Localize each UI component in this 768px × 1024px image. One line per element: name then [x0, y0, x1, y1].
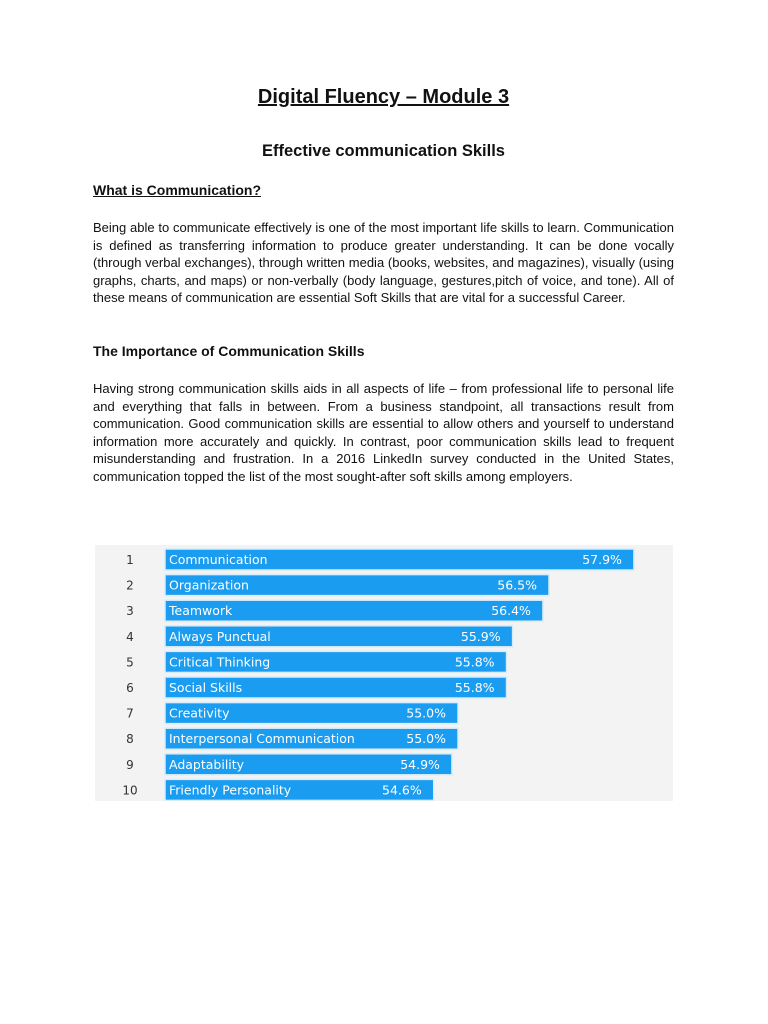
document-subtitle: Effective communication Skills [262, 142, 505, 160]
soft-skills-chart [95, 545, 673, 801]
chart-value-label: 55.0% [406, 705, 446, 721]
chart-rank-label: 1 [126, 553, 134, 567]
chart-value-label: 55.0% [406, 731, 446, 747]
chart-category-label: Creativity [169, 705, 230, 721]
chart-category-label: Organization [169, 577, 249, 593]
chart-value-label: 55.9% [460, 628, 501, 644]
document-title: Digital Fluency – Module 3 [257, 86, 510, 108]
chart-category-label: Always Punctual [169, 628, 271, 644]
chart-category-label: Teamwork [169, 603, 233, 619]
chart-rank-label: 2 [126, 578, 134, 593]
chart-value-label: 56.5% [497, 577, 537, 593]
paragraph-importance: Having strong communication skills aids in all aspects of life – from professional life to personal life and everything that falls in between. From a business standpoint, all transactions result from communication. Good communication skills are essential to allow others and yourself to understand information more accurately and quickly. In contrast, poor communication skills lead to frequent misunderstanding and frustration. In a 2016 LinkedIn survey conducted in the United States, communication topped the list of the most sought-after soft skills among employers. [93, 381, 674, 484]
soft-skills-chart-svg [95, 545, 673, 801]
chart-category-label: Social Skills [169, 680, 243, 695]
chart-rank-label: 3 [126, 604, 134, 619]
chart-value-label: 55.8% [454, 654, 495, 670]
chart-value-label: 57.9% [582, 552, 622, 567]
paragraph-what-is-communication: Being able to communicate effectively is one of the most important life skills to learn. Communication is defined as transferring information to produce greater understanding. It can be done vocally (through verbal exchanges), through written media (books, websites, and magazines), visually (using graphs, charts, and maps) or non-verbally (body language, gestures,pitch of voice, and tone). All of these means of communication are essential Soft Skills that are vital for a successful Career. [93, 220, 674, 305]
chart-rank-label: 9 [126, 757, 134, 772]
chart-rank-label: 5 [126, 655, 134, 670]
chart-rank-label: 4 [126, 629, 134, 644]
chart-category-label: Critical Thinking [169, 654, 271, 670]
section-heading-importance: The Importance of Communication Skills [93, 343, 365, 359]
chart-category-label: Adaptability [169, 756, 245, 772]
chart-value-label: 54.9% [400, 756, 440, 772]
section-heading-what-is-communication: What is Communication? [93, 182, 261, 198]
chart-rank-label: 8 [126, 732, 134, 747]
chart-category-label: Friendly Personality [169, 782, 292, 798]
chart-value-label: 54.6% [382, 782, 422, 798]
chart-value-label: 56.4% [491, 603, 531, 619]
chart-category-label: Interpersonal Communication [169, 731, 355, 747]
chart-category-label: Communication [169, 552, 268, 567]
chart-rank-label: 6 [126, 681, 134, 695]
chart-rank-label: 7 [126, 706, 134, 721]
chart-value-label: 55.8% [454, 680, 495, 695]
chart-rank-label: 10 [122, 783, 138, 798]
